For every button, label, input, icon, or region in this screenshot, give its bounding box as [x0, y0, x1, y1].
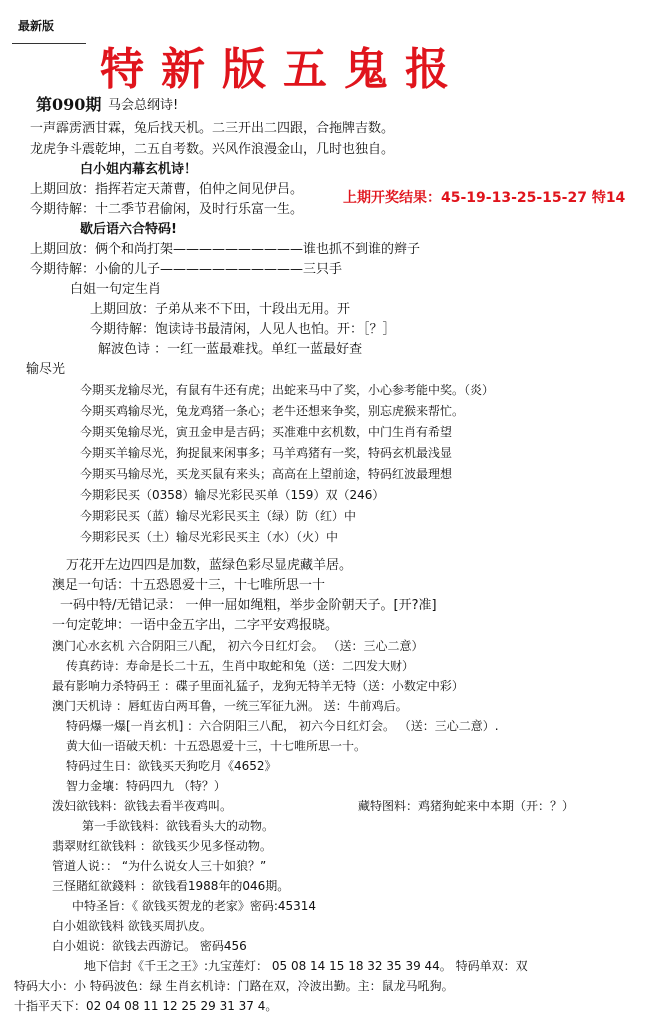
poem-line: 一声霹雳洒甘霖，兔后找天机。二三开出二四跟，合拖牌吉数。: [30, 121, 395, 136]
poem-line: 一句定乾坤：一语中金五字出，二字平安鸡报晓。: [52, 618, 339, 633]
poem-line: 三怪賭紅欲錢料 ：欲钱看1988年的046期。: [52, 879, 290, 893]
poem-line: 今期买羊输尽光，狗捉鼠来闲事多；马羊鸡猪有一奖，特码玄机最浅显: [80, 446, 453, 460]
poem-line: 澳门天机诗 ：唇虹齿白两耳鲁，一统三军征九洲。 送：牛前鸡后。: [52, 699, 408, 713]
poem-line: 今期待解：十二季节君偷闲，及时行乐富一生。: [30, 202, 304, 217]
poem-line: 特码大小：小 特码波色：绿 生肖玄机诗：门路在双，冷波出勤。主：鼠龙马吼狗。: [14, 979, 454, 993]
poem-line: 今期待解：小偷的儿子———————————三只手: [30, 262, 343, 277]
poem-line: 今期彩民买（蓝）输尽光彩民买主（绿）防（红）中: [80, 509, 357, 523]
poem-line: 澳足一句话：十五恐恩爱十三，十七唯所思一十: [52, 578, 326, 593]
poem-line: 第一手欲钱料：欲钱看头大的动物。: [82, 819, 275, 833]
poem-line: 管道人说：： “为什么说女人三十如狼？”: [52, 859, 267, 873]
poem-line: 黄大仙一语破天机：十五恐恩爱十三，十七唯所思一十。: [66, 739, 367, 753]
poem-line: 特码过生日：欲钱买天狗吃月《4652》: [66, 759, 277, 773]
issue-subtitle: 马会总纲诗!: [108, 98, 179, 113]
poem-line: 泼妇欲钱料：欲钱去看半夜鸡叫。: [52, 799, 233, 813]
poem-line: 藏特图料：鸡猪狗蛇来中本期（开：？）: [358, 799, 575, 813]
poem-line: 今期彩民买（土）输尽光彩民买主（水）（火）中: [80, 530, 339, 544]
poem-line: 澳门心水玄机 六合阴阳三八配， 初六今日红灯会。 （送：三心二意）: [52, 639, 424, 653]
issue-number: 第090期: [36, 95, 102, 114]
section-heading: 白小姐内幕玄机诗！: [80, 162, 198, 177]
poem-line: 白小姐说：欲钱去西游记。 密码456: [52, 939, 247, 953]
poem-line: 上期回放：指挥若定天萧曹，伯仲之间见伊吕。: [30, 182, 304, 197]
poem-line: 万花开左边四四是加数，蓝绿色彩尽显虎藏羊居。: [66, 558, 353, 573]
poem-line: 今期待解：饱读诗书最清闲，人见人也怕。开：［？］: [90, 322, 396, 337]
poem-line: 翡翠财红欲钱料 ：欲钱买少见多怪动物。: [52, 839, 272, 853]
page-title: 特新版五鬼报: [100, 44, 466, 95]
edition-label: 最新版: [18, 19, 55, 33]
poem-line: 特码爆一爆[一肖玄机] ：六合阴阳三八配， 初六今日红灯会。 （送：三心二意）.: [66, 719, 499, 733]
poem-line: 今期彩民买（0358）输尽光彩民买单（159）双（246）: [80, 488, 385, 502]
section-heading: 歇后语六合特码!: [80, 222, 177, 237]
poem-line: 一码中特/无错记录： 一伸一屈如绳粗，举步金阶朝天子。[开?准]: [60, 598, 437, 613]
poem-line: 今期买马输尽光，买龙买鼠有来头；高高在上望前途，特码红波最理想: [80, 467, 453, 481]
poem-line: 中特圣旨：《 欲钱买贺龙的老家》密码:45314: [72, 899, 317, 913]
poem-line: 今期买鸡输尽光，兔龙鸡猪一条心；老牛还想来争奖，别忘虎猴来帮忙。: [80, 404, 465, 418]
poem-line: 传真药诗：寿命是长二十五，生肖中取蛇和兔（送：二四发大财）: [66, 659, 415, 673]
poem-line: 今期买龙输尽光，有鼠有牛还有虎；出蛇来马中了奖，小心参考能中奖。（炎）: [80, 383, 495, 397]
poem-line: 解波色诗 ：一红一蓝最难找。单红一蓝最好查: [98, 342, 363, 357]
poem-line: 智力金壤：特码四九 （特？）: [66, 779, 226, 793]
poem-line: 地下信封《千王之王》:九宝莲灯： 05 08 14 15 18 32 35 39 44。 特码单双：双: [84, 959, 528, 973]
poem-line: 十指平天下：02 04 08 11 12 25 29 31 37 4。: [14, 999, 278, 1013]
poem-line: 上期回放：子弟从来不下田，十段出无用。开: [90, 302, 351, 317]
poem-line: 龙虎争斗震乾坤，二五自考数。兴风作浪漫金山，几时也独自。: [30, 142, 395, 157]
poem-line: 上期回放：俩个和尚打架——————————谁也抓不到谁的辫子: [30, 242, 421, 257]
section-heading: 输尽光: [26, 362, 66, 377]
poem-line: 今期买兔输尽光，寅丑金申是吉码；买准难中玄机数，中门生肖有希望: [80, 425, 453, 439]
poem-line: 最有影响力杀特码王 ：碟子里面礼猛子，龙狗无特羊无特（送：小数定中彩）: [52, 679, 464, 693]
edition-divider: [12, 43, 86, 44]
poem-line: 白小姐欲钱料 欲钱买周扒皮。: [52, 919, 212, 933]
last-draw-result: 上期开奖结果：45-19-13-25-15-27 特14: [343, 190, 626, 206]
section-heading: 白姐一句定生肖: [70, 282, 162, 297]
